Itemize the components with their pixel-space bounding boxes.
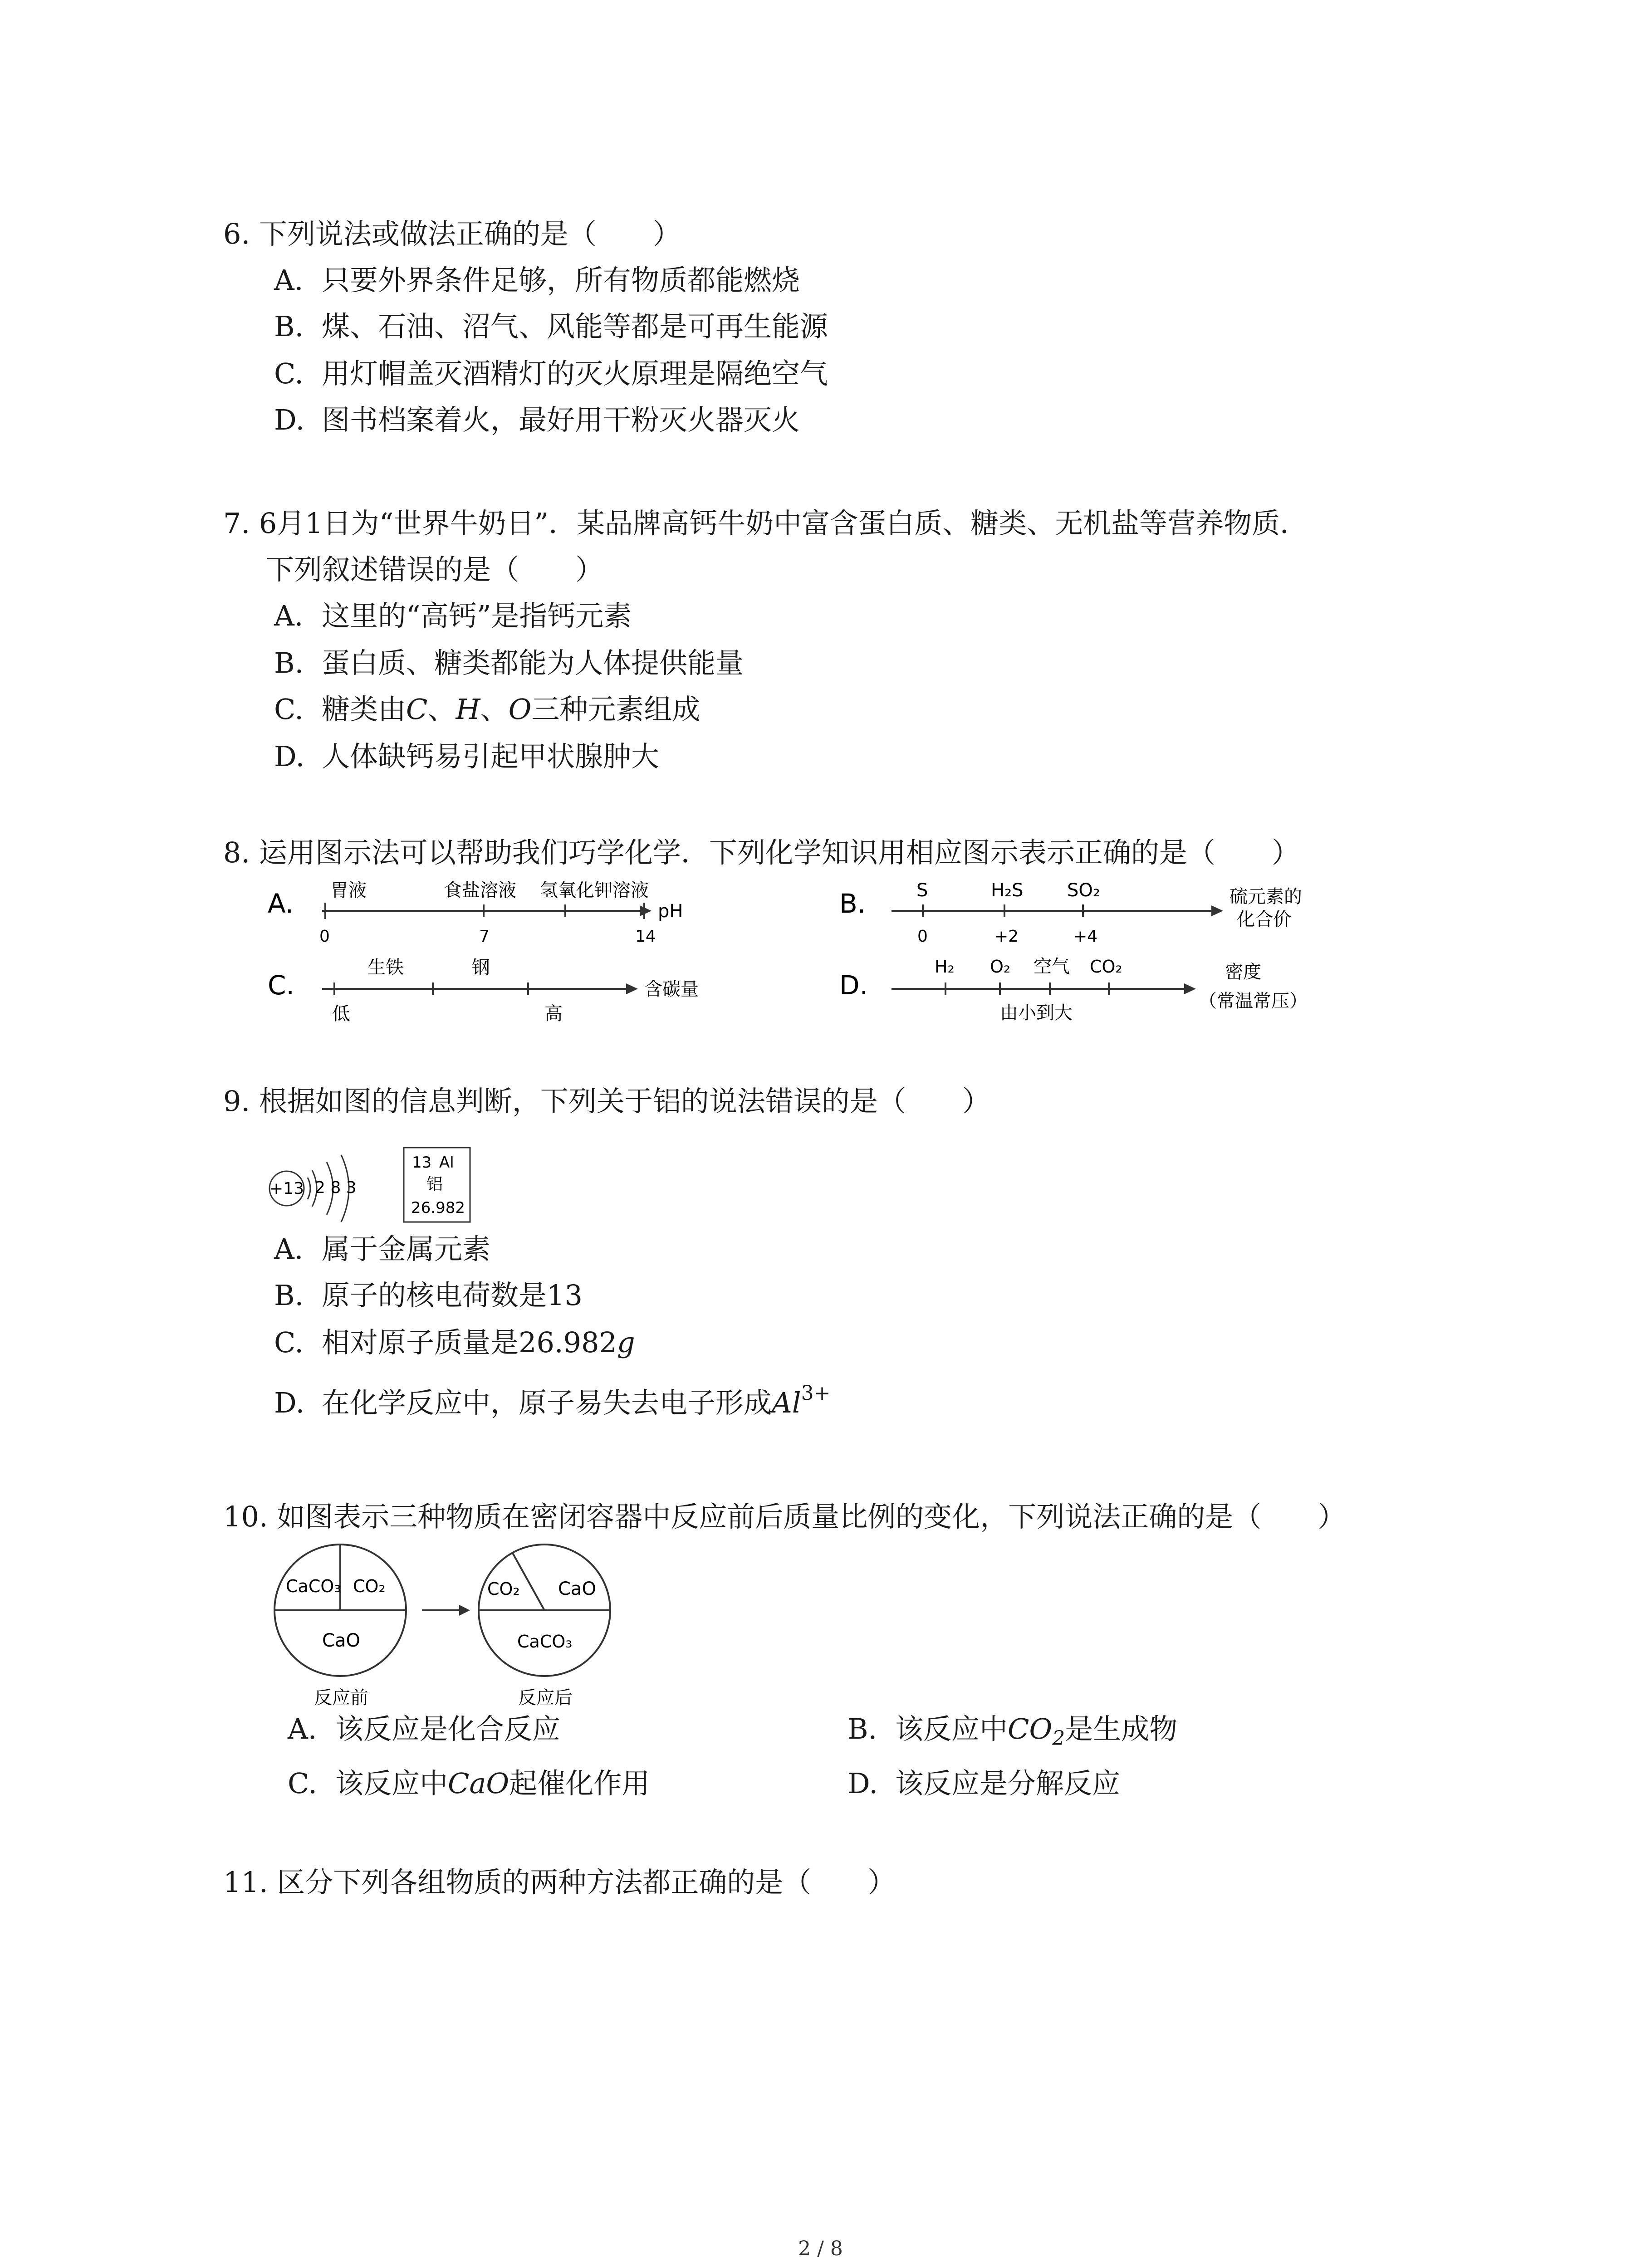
q8b-tick-0: 0 — [917, 927, 928, 946]
element-number: 13 — [412, 1154, 432, 1172]
q8c-item-steel: 钢 — [472, 957, 490, 978]
q10-option-b[interactable]: B. 该反应中$CO_2$是生成物 — [847, 1712, 1178, 1750]
q8c-tick-high: 高 — [544, 1003, 563, 1024]
q7-option-b[interactable]: B. 蛋白质、糖类都能为人体提供能量 — [274, 646, 744, 679]
q8c-tick-low: 低 — [332, 1003, 350, 1024]
q8-option-d-label[interactable]: D. — [839, 970, 868, 1001]
q8-option-b-label[interactable]: B. — [839, 888, 866, 919]
before-part-caco3: CaCO₃ — [286, 1576, 341, 1596]
q10-option-c[interactable]: C. 该反应中CaO起催化作用 — [288, 1767, 650, 1800]
q6-option-c[interactable]: C. 用灯帽盖灭酒精灯的灭火原理是隔绝空气 — [274, 357, 828, 390]
q8b-unit-line2: 化合价 — [1237, 909, 1291, 930]
question-7-stem-line1: 7. 6月1日为“世界牛奶日”．某品牌高钙牛奶中富含蛋白质、糖类、无机盐等营养物质． — [223, 507, 1308, 540]
after-part-cao: CaO — [558, 1579, 596, 1599]
q6-option-d[interactable]: D. 图书档案着火，最好用干粉灭火器灭火 — [274, 403, 800, 436]
element-name: 铝 — [426, 1175, 443, 1193]
q8b-tick-4: +4 — [1073, 927, 1098, 946]
after-part-co2: CO₂ — [487, 1579, 520, 1599]
q8d-item-co2: CO₂ — [1090, 957, 1122, 977]
page-number: 2 / 8 — [798, 2237, 843, 2260]
question-7 — [223, 504, 1308, 543]
q8-option-a-label[interactable]: A. — [268, 888, 294, 919]
after-caption: 反应后 — [518, 1687, 573, 1708]
q10-pie-diagrams — [272, 1542, 635, 1715]
q7-option-a[interactable]: A. 这里的“高钙”是指钙元素 — [274, 599, 632, 632]
q8b-item-so2: SO₂ — [1067, 880, 1100, 901]
q8c-unit: 含碳量 — [644, 979, 699, 1000]
q8a-item-3: 氢氧化钾溶液 — [540, 880, 649, 901]
q8a-item-1: 胃液 — [330, 880, 367, 901]
q9-option-c[interactable]: C. 相对原子质量是26.982g — [274, 1326, 635, 1359]
q8b-unit-line1: 硫元素的 — [1230, 886, 1302, 907]
q8a-tick-7: 7 — [479, 927, 490, 946]
q8d-item-air: 空气 — [1034, 956, 1070, 977]
q6-option-b[interactable]: B. 煤、石油、沼气、风能等都是可再生能源 — [274, 310, 828, 343]
q9-option-a[interactable]: A. 属于金属元素 — [274, 1232, 491, 1266]
element-mass: 26.982 — [411, 1199, 465, 1217]
q8d-unit-line2: （常温常压） — [1199, 991, 1308, 1012]
question-9-stem: 9. 根据如图的信息判断，下列关于铝的说法错误的是（ ） — [223, 1085, 990, 1118]
q9-option-b[interactable]: B. 原子的核电荷数是13 — [274, 1279, 583, 1312]
q8a-tick-14: 14 — [635, 927, 656, 946]
q8d-item-h2: H₂ — [935, 957, 955, 977]
q9-option-d[interactable]: D. 在化学反应中，原子易失去电子形成$Al^{3+}$ — [274, 1382, 831, 1419]
q7-option-c[interactable]: C. 糖类由C、H、O三种元素组成 — [274, 693, 700, 726]
q8d-under: 由小到大 — [1000, 1002, 1073, 1023]
q8d-item-o2: O₂ — [990, 957, 1011, 977]
q8b-tick-2: +2 — [994, 927, 1019, 946]
q8-option-c-label[interactable]: C. — [268, 970, 294, 1001]
q8b-item-h2s: H₂S — [991, 880, 1024, 901]
question-11 — [223, 1863, 896, 1901]
q10-option-a[interactable]: A. 该反应是化合反应 — [288, 1712, 561, 1745]
q8-diagrams — [263, 875, 1352, 1030]
q6-option-a[interactable]: A. 只要外界条件足够，所有物质都能燃烧 — [274, 264, 800, 297]
q10-option-d[interactable]: D. 该反应是分解反应 — [847, 1767, 1121, 1800]
question-11-stem: 11. 区分下列各组物质的两种方法都正确的是（ ） — [223, 1866, 896, 1899]
question-8 — [223, 834, 1300, 872]
before-part-co2: CO₂ — [353, 1576, 386, 1596]
q8a-item-2: 食盐溶液 — [444, 880, 516, 901]
q8a-unit: pH — [658, 901, 683, 922]
q8b-item-s: S — [916, 880, 928, 901]
q7-option-d[interactable]: D. 人体缺钙易引起甲状腺肿大 — [274, 740, 660, 773]
question-7-stem-line2: 下列叙述错误的是（ ） — [266, 553, 604, 586]
q8d-unit-line1: 密度 — [1225, 962, 1261, 982]
question-6-stem: 6. 下列说法或做法正确的是（ ） — [223, 217, 681, 250]
question-10 — [223, 1498, 1346, 1536]
q8a-tick-0: 0 — [319, 927, 330, 946]
atom-nucleus: +13 — [269, 1179, 304, 1198]
question-8-stem: 8. 运用图示法可以帮助我们巧学化学．下列化学知识用相应图示表示正确的是（ ） — [223, 836, 1300, 869]
question-9 — [223, 1082, 990, 1120]
before-part-cao: CaO — [322, 1630, 360, 1651]
question-6 — [223, 215, 681, 253]
after-part-caco3: CaCO₃ — [517, 1632, 573, 1652]
question-10-stem: 10. 如图表示三种物质在密闭容器中反应前后质量比例的变化，下列说法正确的是（ ） — [223, 1500, 1346, 1533]
before-caption: 反应前 — [314, 1687, 368, 1708]
q8c-item-pig-iron: 生铁 — [367, 957, 404, 978]
element-symbol: Al — [439, 1154, 454, 1172]
atom-shells: 2 8 3 — [315, 1178, 357, 1197]
